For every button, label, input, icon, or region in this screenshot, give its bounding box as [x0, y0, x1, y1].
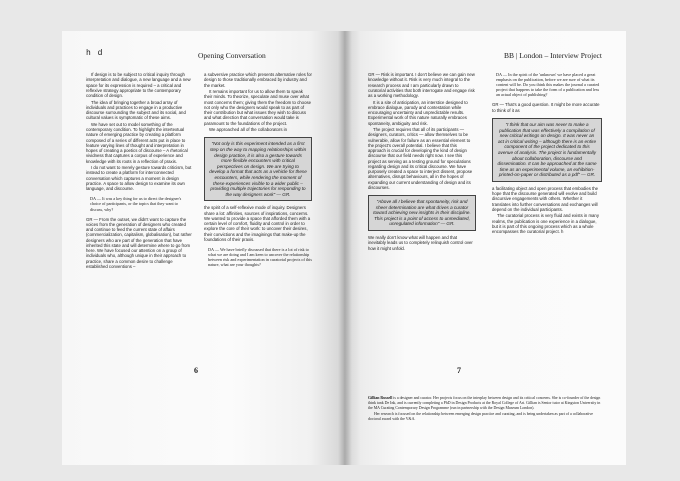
paragraph: the spirit of a self-reflexive mode of inquiry. Designers share a lot: affinities, sources of inspirations, concerns. We wanted to provide a space that afforded them with a certain level of comfort, fluidity and control in order to explore the core of their work: to uncover their desires, their convictions and the imaginings that make-up the foundations of their praxis. — [204, 205, 311, 242]
right-column-2 — [492, 72, 602, 236]
bio-text: Her research is focused on the relationship between emerging design practice and curating, and is being undertaken as part of a collaborative doctoral award with the V&A. — [368, 411, 594, 421]
bio-text: is a designer and curator. Her projects focus on the interplay between design and its critical concerns. She is co-founder of the design think tank De Ink, and is currently completing a PhD in Design Products at the Royal College of Art. Gillian is Senior tutor at Kingston University in the MA Curating Contemporary Design Programme (run in partnership with the Design Museum London). — [368, 396, 601, 410]
paragraph: The project requires that all of its participants — designers, curators, critics — allow themselves to be vulnerable, allow for failure as an essential element to the project's overall potential. I believe that this approach is crucial for developing the kind of design discourse that our field needs right now. I see this project as serving as a testing ground for speculations regarding design and its critical discourse. We have purposely created a space to interject dissent, propose alternatives, disrupt behaviours, all in the hopes of expanding our current understanding of design and its discourses. — [368, 127, 473, 190]
paragraph: a facilitating object and open process that embodies the hope that the discourse generated will evolve and build discursive engagements with others. Whether it translates into further conversations and exchanges will depend on the individual participants. — [492, 185, 599, 212]
pull-quote — [204, 137, 312, 201]
interviewer-question: DA — In the spirit of the 'unknown' we have placed a great emphasis on the publication, before we are sure of what its content will be. Do you think this makes the journal a curated project that happens to take the form of a publication and less an actual object of publishing? — [496, 72, 600, 98]
paragraph: We really don't know what will happen and that inevitably leads us to completely relinquish control over how it might unfold. — [368, 235, 473, 251]
pull-quote — [492, 118, 602, 182]
pull-quote-text: "Not only is this experiment intended as a first step on the way to mapping relationships within design practice, it is also a gesture towards more flexible encounters with critical perspectives on design. We are trying to develop a format that acts as a vehicle for these encounters, while rendering the moment of these experiences visible to a wider public – providing multiple trajectories for responding to the way designers work" — GR. — [209, 141, 307, 197]
paragraph: It is a site of anticipation, an interstice designed to embrace dialogue, parody and contestation while encouraging uncertainty and unpredictable results. Experimental work of this nature naturally embraces spontaneity, ambiguity and risk. — [368, 99, 468, 126]
page-number-left: 6 — [194, 366, 198, 375]
pull-quote-text: "I think that our aim was never to make a publication that was effectively a compilation of new critical writings on design. It was never an act in critical writing – although there is an entire component of the project dedicated to this avenue of analysis. The project is fundamentally about collaboration, discourse and dissemination. It can be approached at the same time as an experimental volume, an exhibition-printed-on-paper or distributed as a pdf" — GR. — [497, 121, 597, 178]
paragraph: a subversive practice which presents alternative roles for design to those traditionally embraced by industry and the market. — [204, 72, 312, 88]
paragraph: GR — From the outset, we didn't want to capture the voices from the generation of designers who created and continue to feed the current state of affairs (commercialization, capitalism, globalisation), but rather designers who are part of the generation that have inherited this state and will determine where to go from here. We have focused our attention on a group of individuals who, although unique in their approach to practice, share a common desire to challenge established conventions – — [86, 216, 192, 269]
paragraph: I do not want to merely gesture towards criticism, but instead to create a platform for interconnected conversation which captures a moment in design practice. A space to allow design to examine its own language, and discourse. — [86, 165, 192, 192]
publication-logo: h d — [86, 49, 104, 58]
right-page — [344, 31, 626, 465]
right-column-1 — [368, 72, 476, 252]
running-header-right: BB | London – Interview Project — [504, 51, 602, 60]
paragraph: If design is to be subject to critical inquiry through interpretation and dialogue, a new language and a new space for its expression is required – a critical and reflexive strategy appropriate to the contemporary condition of design. — [86, 72, 191, 98]
paragraph: The curatorial process is very fluid and exists in many realms, the publication is one experience in a dialogue, but it is part of this ongoing process which as a whole encompasses the curatorial project. h — [492, 213, 599, 235]
page-number-right: 7 — [457, 366, 461, 375]
paragraph: We approached all of the collaborators in — [209, 127, 288, 133]
paragraph: It remains important for us to allow them to speak their minds. To theorize, speculate and muse over what most concerns them; giving them the freedom to choose not only who the designers would speak to as part of their contribution but what issues they wish to discuss and what direction that conversation would take is paramount to the foundations of the project. — [204, 89, 311, 126]
pull-quote — [368, 195, 476, 231]
paragraph: We have set out to model something of the contemporary condition. To highlight the intertextual nature of emerging practice by creating a platform composed of a series of different acts put in place to feature varying lines of thought and interpretation in hopes of creating a poetics of discourse – A rhetorical vividness that captures a corpus of experience and knowledge with its roots in a reflection of praxis. — [86, 121, 188, 164]
running-header-left: Opening Conversation — [198, 51, 266, 60]
left-column-1 — [86, 72, 192, 270]
interviewer-question: DA — We have briefly discussed that there is a lot of risk to what we are doing and I am keen to uncover the relationship between risk and experimentation in curatorial projects of this nature, what are your thoughts? — [208, 247, 312, 268]
interviewer-question: DA — It was a key thing for us to direct the designer's choice of participants, or the topics that they want to discuss, why? — [90, 196, 182, 212]
pull-quote-text: "Above all I believe that spontaneity, risk and sheer determination are what drives a curator toward achieving new insights in their discipline. This project is a point of access to unmediated, unregulated information" — GR. — [373, 199, 471, 227]
left-page — [62, 31, 344, 465]
book-spine-shadow — [338, 31, 352, 465]
paragraph: GR — Risk is important. I don't believe we can gain new knowledge without it. Risk is very much integral to the research process and I am particularly drawn to curatorial activities that both interrogate and engage risk as a working methodology. — [368, 72, 475, 98]
bio-name: Gillian Russell — [368, 396, 393, 400]
author-bio — [368, 396, 604, 423]
book-spread — [62, 31, 626, 465]
paragraph: GR — That's a good question. It might be more accurate to think of it as — [492, 102, 600, 113]
left-column-2 — [204, 72, 312, 269]
paragraph: The idea of bringing together a broad array of individuals and practices to engage in a productive discourse surrounding the subject and its social, and cultural values is symptomatic of these aims. — [86, 99, 186, 121]
